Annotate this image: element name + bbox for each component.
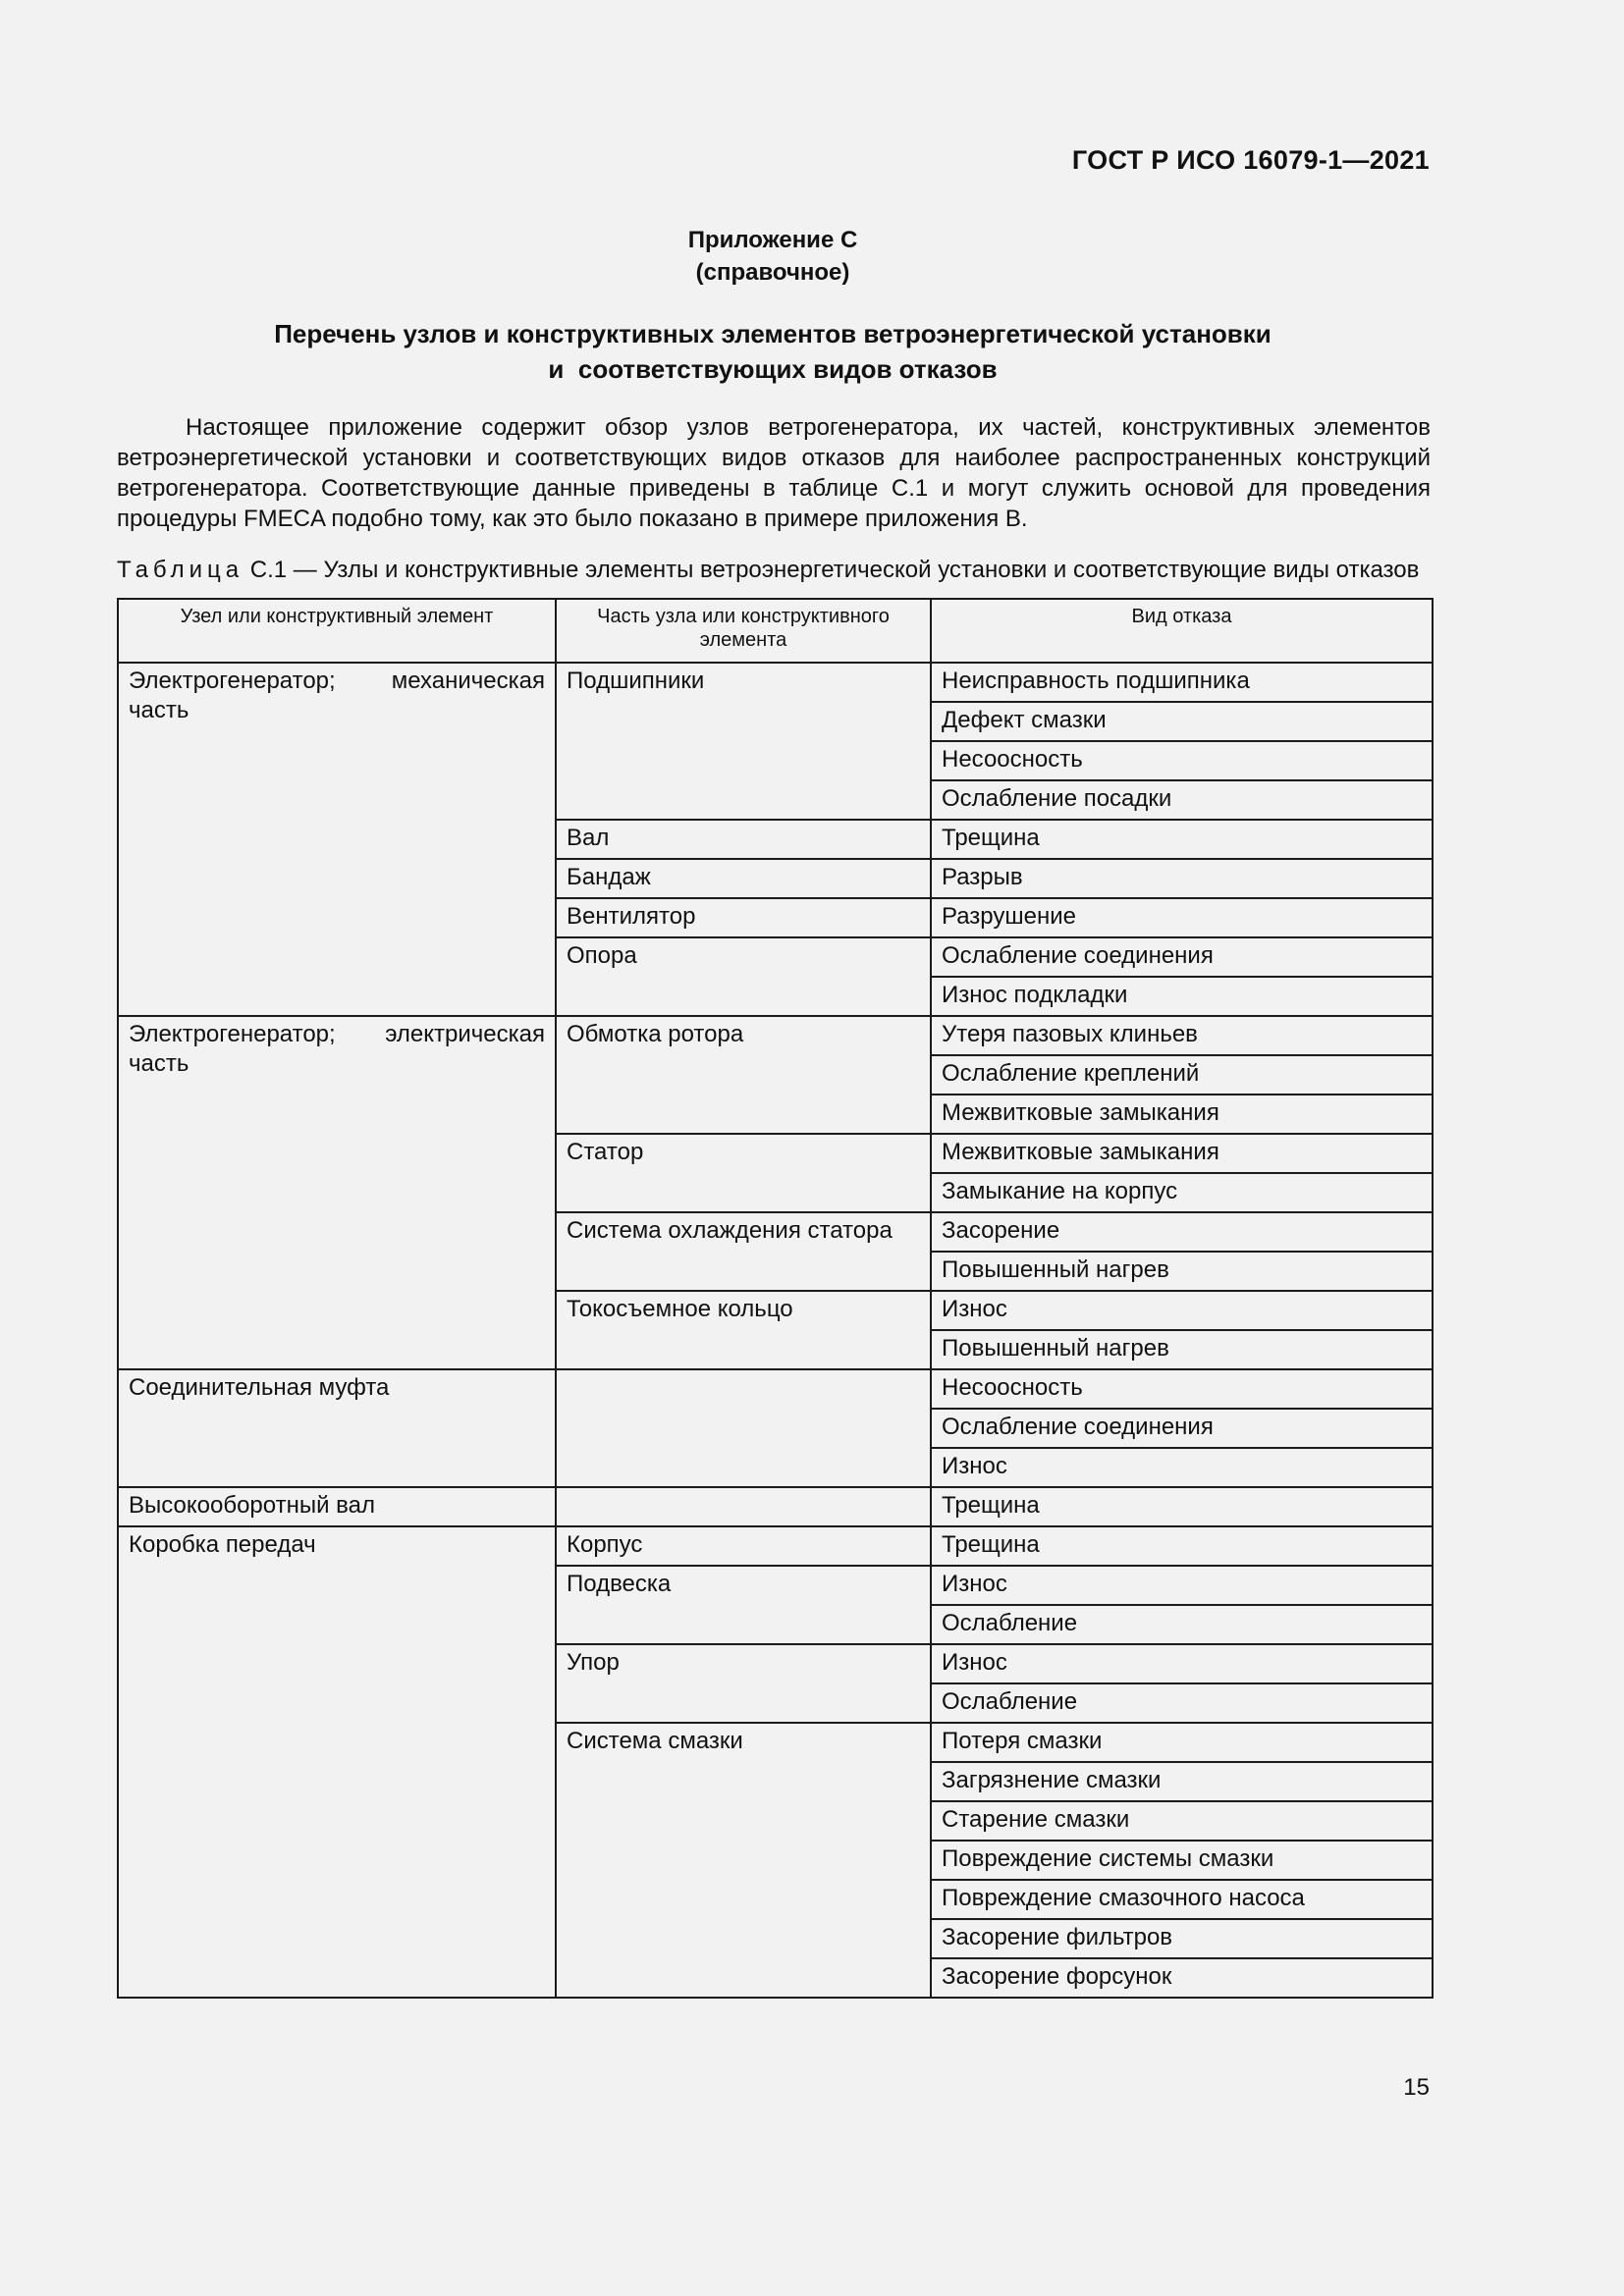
title-line-2: и соответствующих видов отказов bbox=[548, 354, 998, 384]
failure-mode-cell: Повышенный нагрев bbox=[931, 1252, 1433, 1291]
failure-mode-cell: Разрушение bbox=[931, 898, 1433, 937]
table-caption-label: Таблица bbox=[117, 557, 244, 583]
table-row bbox=[118, 663, 1433, 702]
assembly-cell: Соединительная муфта bbox=[118, 1369, 556, 1487]
failure-mode-cell: Неисправность подшипника bbox=[931, 663, 1433, 702]
table-body bbox=[118, 663, 1433, 1998]
header-part: Часть узла или конструктивного элемента bbox=[556, 599, 931, 663]
table-row bbox=[118, 1526, 1433, 1566]
part-cell: Вентилятор bbox=[556, 898, 931, 937]
failure-mode-cell: Потеря смазки bbox=[931, 1723, 1433, 1762]
assembly-cell: Коробка передач bbox=[118, 1526, 556, 1998]
failure-mode-cell: Износ bbox=[931, 1566, 1433, 1605]
part-cell: Подшипники bbox=[556, 663, 931, 820]
part-cell: Система охлаждения статора bbox=[556, 1212, 931, 1291]
table-caption bbox=[117, 556, 1433, 585]
part-cell: Корпус bbox=[556, 1526, 931, 1566]
failure-mode-cell: Износ подкладки bbox=[931, 977, 1433, 1016]
failure-mode-cell: Трещина bbox=[931, 1487, 1433, 1526]
appendix-label: Приложение С bbox=[687, 227, 858, 253]
failure-mode-cell: Старение смазки bbox=[931, 1801, 1433, 1841]
appendix-heading bbox=[0, 224, 1545, 289]
failure-mode-cell: Износ bbox=[931, 1448, 1433, 1487]
failure-mode-cell: Разрыв bbox=[931, 859, 1433, 898]
part-cell bbox=[556, 1369, 931, 1487]
failure-mode-cell: Замыкание на корпус bbox=[931, 1173, 1433, 1212]
failure-mode-cell: Засорение bbox=[931, 1212, 1433, 1252]
header-assembly: Узел или конструктивный элемент bbox=[118, 599, 556, 663]
failure-mode-cell: Межвитковые замыкания bbox=[931, 1134, 1433, 1173]
failure-mode-cell: Трещина bbox=[931, 820, 1433, 859]
failure-mode-cell: Трещина bbox=[931, 1526, 1433, 1566]
appendix-title bbox=[0, 316, 1545, 387]
title-line-1: Перечень узлов и конструктивных элементов ветроэнергетической установки bbox=[274, 319, 1272, 348]
failure-mode-cell: Засорение фильтров bbox=[931, 1919, 1433, 1958]
part-cell: Токосъемное кольцо bbox=[556, 1291, 931, 1369]
failure-mode-cell: Ослабление соединения bbox=[931, 937, 1433, 977]
table-row bbox=[118, 1487, 1433, 1526]
failure-mode-cell: Загрязнение смазки bbox=[931, 1762, 1433, 1801]
failure-mode-cell: Межвитковые замыкания bbox=[931, 1095, 1433, 1134]
assembly-cell: Электрогенератор; электрическая часть bbox=[118, 1016, 556, 1369]
failure-mode-cell: Ослабление посадки bbox=[931, 780, 1433, 820]
table-row bbox=[118, 1016, 1433, 1055]
table-row bbox=[118, 1369, 1433, 1409]
part-cell: Опора bbox=[556, 937, 931, 1016]
failure-mode-cell: Повреждение смазочного насоса bbox=[931, 1880, 1433, 1919]
document-code: ГОСТ Р ИСО 16079-1—2021 bbox=[1071, 145, 1430, 175]
failure-mode-cell: Повреждение системы смазки bbox=[931, 1841, 1433, 1880]
failure-modes-table bbox=[117, 598, 1434, 1999]
part-cell: Обмотка ротора bbox=[556, 1016, 931, 1134]
part-cell: Подвеска bbox=[556, 1566, 931, 1644]
failure-mode-cell: Ослабление bbox=[931, 1683, 1433, 1723]
failure-mode-cell: Ослабление соединения bbox=[931, 1409, 1433, 1448]
part-cell: Статор bbox=[556, 1134, 931, 1212]
intro-paragraph: Настоящее приложение содержит обзор узлов ветрогенератора, их частей, конструктивных элементов ветроэнергетической установки и соответствующих видов отказов для наиболее распространенных конструкций ветрогенератора. Соответствующие данные приведены в таблице С.1 и могут служить основой для проведения процедуры FMECA подобно тому, как это было показано в примере приложения В. bbox=[117, 414, 1431, 532]
part-cell bbox=[556, 1487, 931, 1526]
failure-mode-cell: Износ bbox=[931, 1291, 1433, 1330]
failure-mode-cell: Повышенный нагрев bbox=[931, 1330, 1433, 1369]
assembly-cell: Высокооборотный вал bbox=[118, 1487, 556, 1526]
failure-mode-cell: Утеря пазовых клиньев bbox=[931, 1016, 1433, 1055]
table-caption-text: С.1 — Узлы и конструктивные элементы ветроэнергетической установки и соответствующие виды отказов bbox=[249, 557, 1420, 583]
failure-mode-cell: Ослабление bbox=[931, 1605, 1433, 1644]
failure-mode-cell: Несоосность bbox=[931, 1369, 1433, 1409]
part-cell: Система смазки bbox=[556, 1723, 931, 1998]
appendix-type: (справочное) bbox=[695, 259, 850, 286]
failure-mode-cell: Дефект смазки bbox=[931, 702, 1433, 741]
part-cell: Бандаж bbox=[556, 859, 931, 898]
failure-mode-cell: Ослабление креплений bbox=[931, 1055, 1433, 1095]
part-cell: Вал bbox=[556, 820, 931, 859]
failure-mode-cell: Износ bbox=[931, 1644, 1433, 1683]
failure-mode-cell: Несоосность bbox=[931, 741, 1433, 780]
assembly-cell: Электрогенератор; механическая часть bbox=[118, 663, 556, 1016]
part-cell: Упор bbox=[556, 1644, 931, 1723]
table-header-row bbox=[118, 599, 1433, 663]
header-failure-mode: Вид отказа bbox=[931, 599, 1433, 663]
failure-mode-cell: Засорение форсунок bbox=[931, 1958, 1433, 1998]
page-number: 15 bbox=[1403, 2074, 1430, 2101]
